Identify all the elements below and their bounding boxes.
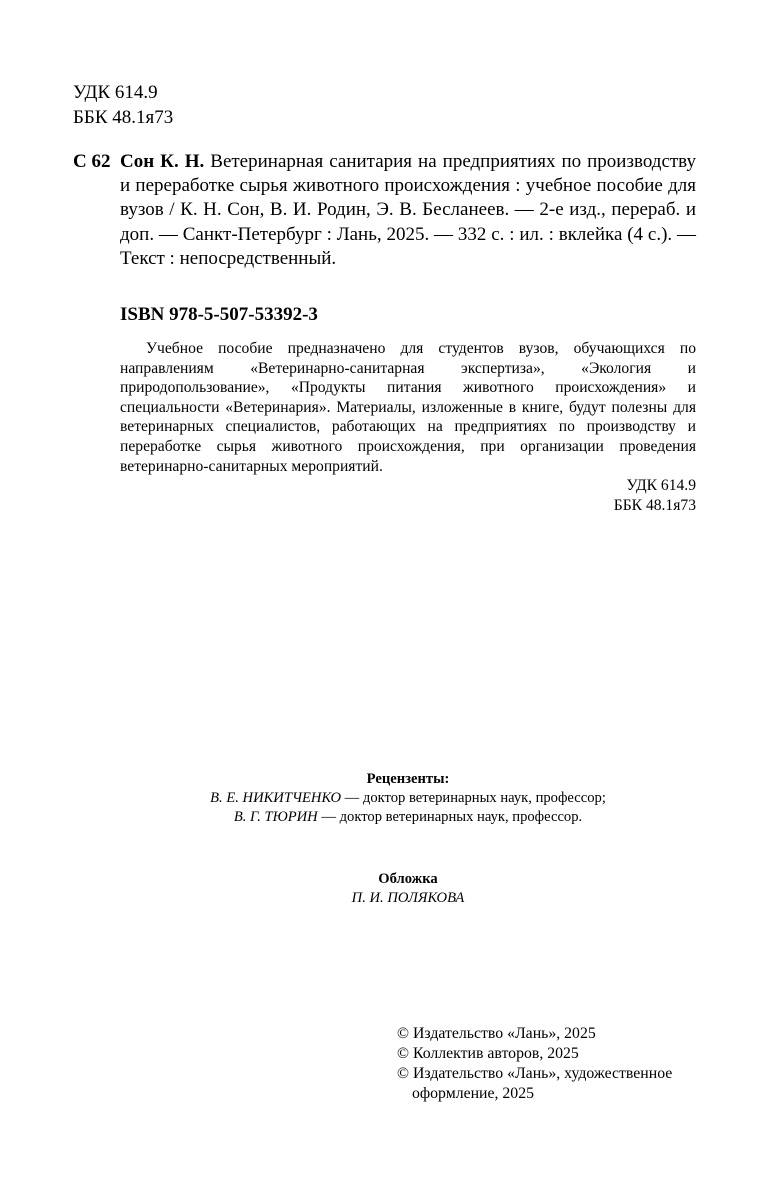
bbk-code: ББК 48.1я73 [73,107,174,128]
bibliographic-entry [120,150,696,271]
reviewer-name: В. Г. ТЮРИН [233,809,318,825]
copyright-line: © Коллектив авторов, 2025 [397,1045,579,1062]
cover-credit-block [120,870,696,908]
udk-code: УДК 614.9 [73,82,158,103]
cover-heading: Обложка [378,871,438,887]
copyright-line: © Издательство «Лань», 2025 [397,1025,596,1042]
entry-description: Ветеринарная санитария на предприятиях по производству и переработке сырья животного происхождения : учебное пособие для вузов / К. Н. Сон, В. И. Родин, Э. В. Бесланеев. — 2-е изд., перераб. и доп. — Санкт-Петербург : Лань, 2025. — 332 с. : ил. : вклейка (4 с.). — Текст : непосредственный. [120,151,696,269]
reviewer-line [120,789,696,808]
reviewer-name: В. Е. НИКИТЧЕНКО [210,790,342,806]
bbk-code-bottom: ББК 48.1я73 [613,496,696,514]
reviewers-block [120,770,696,827]
cover-designer: П. И. ПОЛЯКОВА [351,890,465,906]
reviewer-line [120,808,696,827]
entry-author: Сон К. Н. [120,151,205,172]
copyright-block [397,1024,707,1104]
classification-codes-bottom [614,476,696,515]
reviewers-heading: Рецензенты: [366,771,450,787]
reviewer-role: — доктор ветеринарных наук, профессор; [341,790,606,806]
annotation: Учебное пособие предназначено для студентов вузов, обучающихся по направлениям «Ветеринарно-санитарная экспертиза», «Экология и природопользование», «Продукты питания животного происхождения» и специальности «Ветеринария». Материалы, изложенные в книге, будут полезны для ветеринарных специалистов, работающих на предприятиях по производству и переработке сырья животного происхождения, при организации проведения ветеринарно-санитарных мероприятий. [120,340,696,475]
author-sign: С 62 [73,151,111,172]
isbn: ISBN 978-5-507-53392-3 [120,304,318,325]
classification-codes-top [73,80,173,130]
copyright-line: оформление, 2025 [412,1085,534,1102]
copyright-line: © Издательство «Лань», художественное [397,1065,673,1082]
reviewer-role: — доктор ветеринарных наук, профессор. [317,809,583,825]
udk-code-bottom: УДК 614.9 [626,477,696,494]
